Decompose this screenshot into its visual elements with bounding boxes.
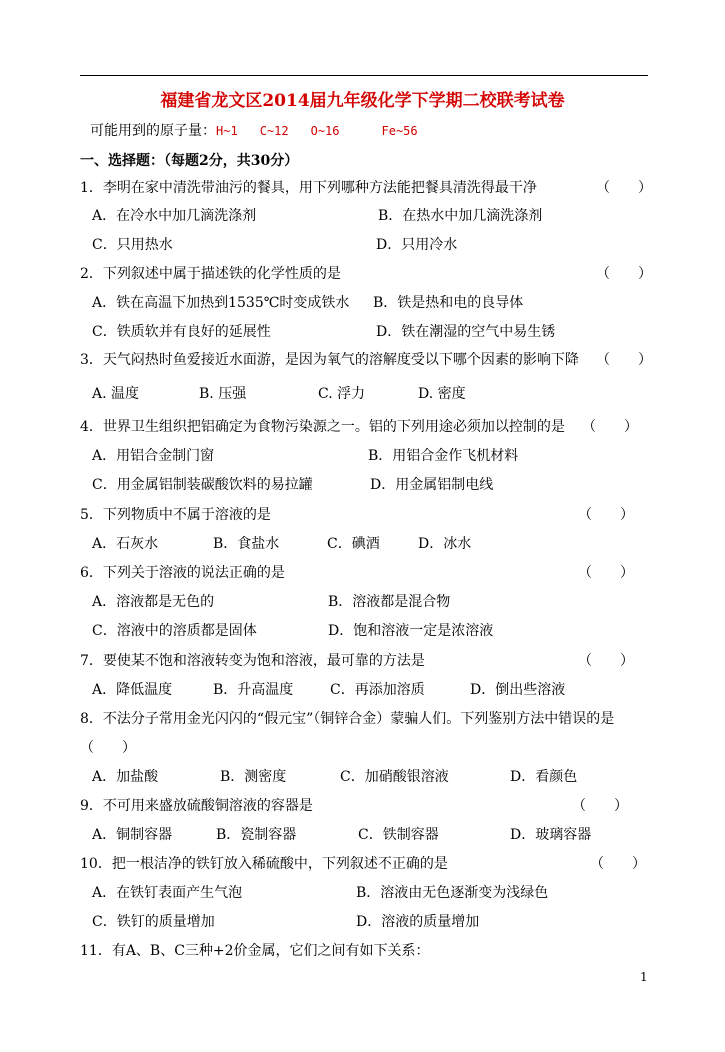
q10-option-a: A．在铁钉表面产生气泡 — [92, 885, 243, 901]
answer-blank-7: （ ） — [578, 653, 634, 669]
question-2: 2．下列叙述中属于描述铁的化学性质的是 — [80, 266, 341, 282]
q8-option-a: A．加盐酸 — [92, 769, 159, 785]
section-heading: 一、选择题：（每题2分，共30分） — [80, 153, 299, 169]
q3-option-a: A. 温度 — [92, 386, 140, 402]
answer-blank-3: （ ） — [596, 352, 652, 368]
q9-option-c: C．铁制容器 — [358, 827, 439, 843]
q4-option-c: C．用金属铝制装碳酸饮料的易拉罐 — [92, 477, 313, 493]
answer-blank-2: （ ） — [596, 266, 652, 282]
question-7: 7．要使某不饱和溶液转变为饱和溶液，最可靠的方法是 — [80, 653, 425, 669]
atomic-mass-fe: Fe~56 — [381, 124, 418, 138]
q2-option-c: C．铁质软并有良好的延展性 — [92, 324, 271, 340]
atomic-mass-line — [90, 120, 418, 140]
q8-option-d: D．看颜色 — [510, 769, 578, 785]
q10-option-b: B．溶液由无色逐渐变为浅绿色 — [356, 885, 549, 901]
q2-option-a: A．铁在高温下加热到1535℃时变成铁水 — [92, 295, 350, 311]
atomic-mass-o: O~16 — [310, 124, 340, 138]
q1-option-c: C．只用热水 — [92, 237, 173, 253]
q10-option-d: D．溶液的质量增加 — [356, 914, 480, 930]
answer-blank-5: （ ） — [578, 507, 634, 523]
answer-blank-9: （ ） — [572, 798, 628, 814]
question-1: 1．李明在家中清洗带油污的餐具，用下列哪种方法能把餐具清洗得最干净 — [80, 180, 537, 196]
q9-option-a: A．铜制容器 — [92, 827, 173, 843]
q5-option-d: D．冰水 — [418, 536, 472, 552]
q10-option-c: C．铁钉的质量增加 — [92, 914, 215, 930]
q4-option-a: A．用铝合金制门窗 — [92, 448, 215, 464]
q3-option-b: B. 压强 — [199, 386, 247, 402]
page-number: 1 — [640, 970, 648, 984]
atomic-mass-label: 可能用到的原子量： — [90, 123, 216, 139]
question-4: 4．世界卫生组织把铝确定为食物污染源之一。铝的下列用途必须加以控制的是 — [80, 419, 565, 435]
document-title: 福建省龙文区2014届九年级化学下学期二校联考试卷 — [160, 91, 565, 111]
question-3: 3．天气闷热时鱼爱接近水面游，是因为氧气的溶解度受以下哪个因素的影响下降 — [80, 352, 579, 368]
q4-option-d: D．用金属铝制电线 — [370, 477, 494, 493]
q7-option-a: A．降低温度 — [92, 682, 173, 698]
q6-option-d: D．饱和溶液一定是浓溶液 — [328, 623, 494, 639]
question-5: 5．下列物质中不属于溶液的是 — [80, 507, 271, 523]
atomic-mass-c: C~12 — [259, 124, 289, 138]
q2-option-b: B．铁是热和电的良导体 — [373, 295, 524, 311]
q8-option-b: B．测密度 — [220, 769, 287, 785]
atomic-mass-h: H~1 — [216, 124, 238, 138]
question-9: 9．不可用来盛放硫酸铜溶液的容器是 — [80, 798, 313, 814]
q5-option-a: A．石灰水 — [92, 536, 159, 552]
q5-option-c: C．碘酒 — [327, 536, 380, 552]
q9-option-d: D．玻璃容器 — [510, 827, 592, 843]
q1-option-d: D．只用冷水 — [376, 237, 458, 253]
q1-option-b: B．在热水中加几滴洗涤剂 — [378, 208, 543, 224]
q6-option-c: C．溶液中的溶质都是固体 — [92, 623, 257, 639]
question-11: 11．有A、B、C三种+2价金属，它们之间有如下关系： — [80, 943, 430, 959]
q2-option-d: D．铁在潮湿的空气中易生锈 — [376, 324, 556, 340]
header-rule — [80, 75, 648, 76]
q4-option-b: B．用铝合金作飞机材料 — [368, 448, 519, 464]
q7-option-c: C．再添加溶质 — [330, 682, 425, 698]
answer-blank-6: （ ） — [578, 565, 634, 581]
q8-option-c: C．加硝酸银溶液 — [340, 769, 449, 785]
q5-option-b: B．食盐水 — [213, 536, 280, 552]
question-8: 8．不法分子常用金光闪闪的“假元宝”（铜锌合金）蒙骗人们。下列鉴别方法中错误的是 — [80, 711, 615, 727]
question-10: 10．把一根洁净的铁钉放入稀硫酸中，下列叙述不正确的是 — [80, 856, 448, 872]
q3-option-d: D. 密度 — [418, 386, 466, 402]
q6-option-b: B．溶液都是混合物 — [328, 594, 451, 610]
question-6: 6．下列关于溶液的说法正确的是 — [80, 565, 285, 581]
q3-option-c: C. 浮力 — [318, 386, 366, 402]
q7-option-d: D．倒出些溶液 — [470, 682, 566, 698]
answer-blank-1: （ ） — [596, 180, 652, 196]
q1-option-a: A．在冷水中加几滴洗涤剂 — [92, 208, 257, 224]
answer-blank-10: （ ） — [590, 856, 646, 872]
answer-blank-4: （ ） — [582, 419, 638, 435]
q7-option-b: B．升高温度 — [213, 682, 294, 698]
answer-blank-8: （ ） — [80, 740, 136, 756]
q6-option-a: A．溶液都是无色的 — [92, 594, 215, 610]
q9-option-b: B．瓷制容器 — [216, 827, 297, 843]
